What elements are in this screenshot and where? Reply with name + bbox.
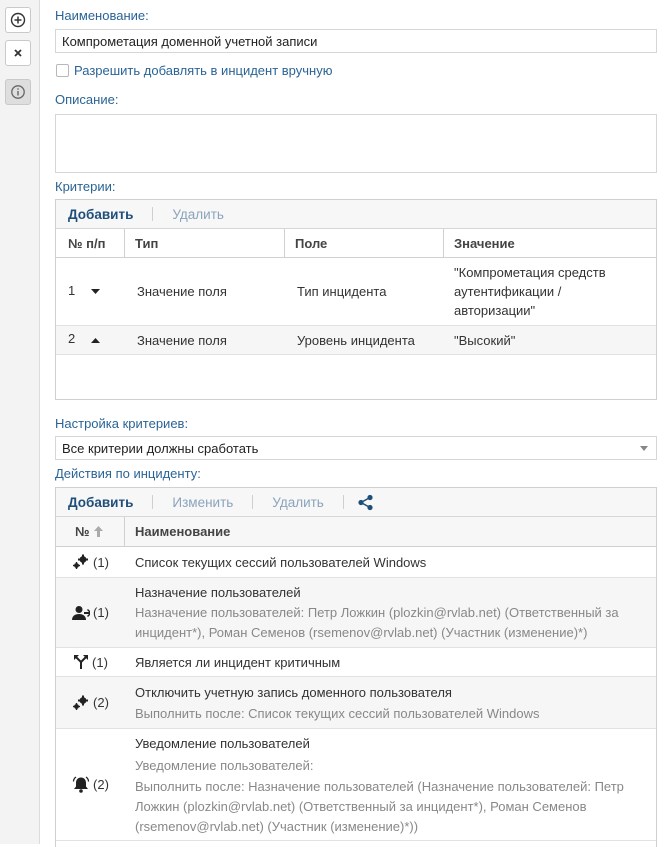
branch-icon — [73, 654, 89, 670]
move-up-icon[interactable] — [91, 338, 100, 343]
criteria-delete-button[interactable]: Удалить — [172, 206, 224, 222]
action-row[interactable] — [56, 677, 656, 729]
action-row[interactable] — [56, 648, 656, 677]
criteria-settings-select[interactable] — [55, 436, 657, 460]
row-number: 1 — [68, 282, 76, 298]
actions-grid — [55, 487, 657, 847]
incident-rule-form — [40, 0, 668, 844]
actions-header — [56, 517, 656, 547]
action-details: Назначение пользователей: Петр Ложкин (plozkin@rvlab.net) (Ответственный за инцидент*), Роман Семенов (rsemenov@rvlab.net) (Участник (изменение)*) — [135, 605, 619, 640]
criteria-value: "Компрометация средств аутентификации / авторизации" — [454, 265, 606, 318]
toolbar-separator — [152, 495, 153, 509]
action-title: Является ли инцидент критичным — [135, 654, 341, 670]
criteria-value: "Высокий" — [454, 332, 516, 348]
add-button[interactable] — [5, 7, 31, 33]
actions-label: Действия по инциденту: — [55, 466, 201, 481]
column-header-value[interactable]: Значение — [454, 235, 515, 251]
criteria-grid — [55, 199, 657, 400]
criteria-settings-label: Настройка критериев: — [55, 416, 189, 431]
action-title: Отключить учетную запись доменного пользователя — [135, 684, 452, 700]
criteria-header — [56, 229, 656, 258]
manual-add-label[interactable]: Разрешить добавлять в инцидент вручную — [74, 63, 333, 78]
action-row[interactable] — [56, 547, 656, 578]
name-input[interactable]: Компрометация доменной учетной записи — [55, 29, 657, 53]
toolbar-separator — [252, 495, 253, 509]
action-order: (2) — [93, 695, 109, 710]
criteria-type: Значение поля — [137, 284, 227, 299]
action-title: Список текущих сессий пользователей Windows — [135, 554, 427, 570]
plus-circle-icon — [10, 12, 26, 28]
sort-ascending-icon — [94, 526, 103, 537]
column-header-name[interactable]: Наименование — [135, 524, 231, 539]
user-assign-icon — [72, 605, 90, 621]
gears-icon — [72, 554, 90, 570]
action-order: (1) — [93, 605, 109, 620]
criteria-field: Уровень инцидента — [297, 332, 415, 348]
gears-icon — [72, 695, 90, 711]
criteria-add-button[interactable]: Добавить — [68, 206, 134, 222]
actions-delete-button[interactable]: Удалить — [272, 494, 324, 510]
close-icon — [13, 48, 23, 58]
name-label: Наименование: — [55, 8, 149, 23]
action-details: Выполнить после: Список текущих сессий пользователей Windows — [135, 705, 540, 721]
toolbar-separator — [152, 207, 153, 221]
description-textarea[interactable] — [55, 114, 657, 173]
bell-icon — [72, 776, 90, 794]
criteria-label: Критерии: — [55, 179, 116, 194]
actions-toolbar — [56, 488, 656, 517]
column-header-num[interactable]: № п/п — [56, 229, 125, 257]
criteria-settings-value: Все критерии должны сработать — [62, 440, 259, 456]
share-icon[interactable] — [357, 494, 374, 511]
action-row[interactable] — [56, 729, 656, 841]
left-toolbar — [0, 0, 40, 844]
manual-add-checkbox[interactable] — [56, 64, 69, 77]
criteria-toolbar — [56, 200, 656, 229]
column-header-order-label: № — [75, 524, 90, 539]
column-header-order[interactable] — [56, 517, 125, 546]
close-button[interactable] — [5, 40, 31, 66]
criteria-row[interactable] — [56, 326, 656, 355]
action-details: Уведомление пользователей: — [135, 758, 314, 773]
actions-add-button[interactable]: Добавить — [68, 494, 134, 510]
action-title: Назначение пользователей — [135, 585, 301, 600]
action-row[interactable] — [56, 578, 656, 648]
description-label: Описание: — [55, 92, 119, 107]
move-down-icon[interactable] — [91, 289, 100, 294]
column-header-field[interactable]: Поле — [285, 229, 444, 257]
row-number: 2 — [68, 331, 76, 346]
action-run-after: Выполнить после: Назначение пользователей (Назначение пользователей: Петр Ложкин (plozkin@rvlab.net) (Ответственный за инцидент*), Роман Семенов (rsemenov@rvlab.net) (Участник (изменение)*)) — [135, 779, 624, 834]
action-order: (1) — [92, 654, 108, 670]
criteria-field: Тип инцидента — [297, 284, 387, 299]
action-order: (1) — [93, 554, 109, 570]
info-icon — [10, 84, 26, 100]
action-order: (2) — [93, 777, 109, 792]
column-header-type[interactable]: Тип — [125, 229, 285, 257]
actions-edit-button[interactable]: Изменить — [172, 494, 234, 510]
criteria-type: Значение поля — [137, 332, 227, 348]
toolbar-separator — [343, 495, 344, 509]
action-title: Уведомление пользователей — [135, 736, 310, 751]
info-button[interactable] — [5, 79, 31, 105]
chevron-down-icon — [640, 446, 648, 451]
criteria-row[interactable] — [56, 258, 656, 326]
